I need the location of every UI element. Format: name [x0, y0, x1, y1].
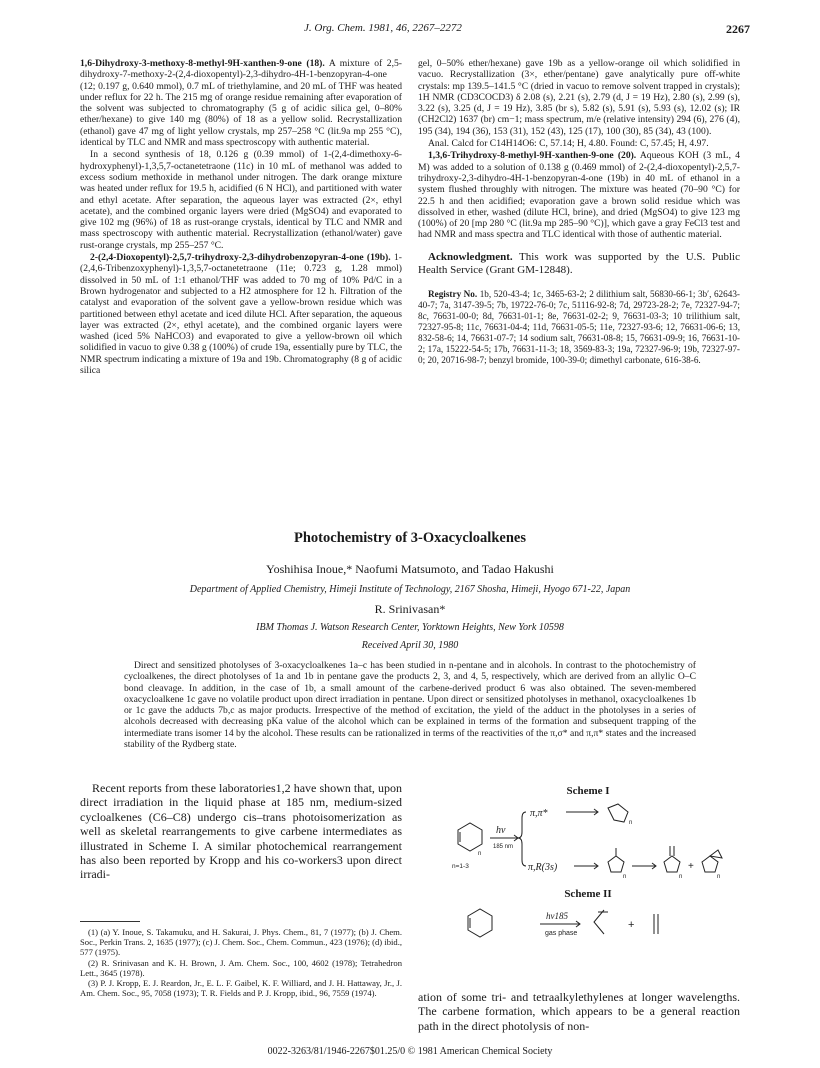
- compound-heading: 2-(2,4-Dioxopentyl)-2,5,7-trihydroxy-2,3-dihydrobenzopyran-4-one (19b).: [90, 252, 391, 264]
- ring-subscript: n: [629, 820, 633, 826]
- previous-article-right-column: [418, 58, 740, 366]
- affiliation: IBM Thomas J. Watson Research Center, Yorktown Heights, New York 10598: [256, 622, 564, 633]
- ring-subscript: n: [623, 874, 627, 880]
- received-date: Received April 30, 1980: [361, 640, 459, 651]
- ring-subscript: n: [478, 851, 482, 857]
- author-list: R. Srinivasan*: [374, 602, 446, 616]
- experimental-paragraph: [418, 58, 740, 137]
- compound-heading: 1,6-Dihydroxy-3-methoxy-8-methyl-9H-xanthen-9-one (18).: [80, 58, 325, 69]
- footnotes: [80, 927, 402, 998]
- registry-label: Registry No.: [428, 288, 478, 299]
- branch-brace: [518, 812, 526, 866]
- excited-state-label: π,π*: [530, 808, 548, 819]
- registry-text: 1b, 520-43-4; 1c, 3465-63-2; 2 dilithium salt, 56830-66-1; 3b′, 62643-40-7; 7a, 3147-39-5; 7b, 19722-76-0; 7c, 51116-92-8; 7d, 29723-28-2; 7e, 72327-94-7; 8c, 76631-00-0; 8d, 76631-01-1; 8e, 76631-02-2; 9, 76631-03-3; 10 trilithium salt, 72327-95-8; 11c, 76631-04-4; 11d, 76631-05-5; 11e, 72327-93-6; 12, 76631-06-6; 13, 832-58-6; 14, 76631-07-7; 14 sodium salt, 76631-08-8; 15, 76631-09-9; 16, 76631-10-2; 17a, 15222-54-5; 17b, 76631-11-3; 18, 3569-83-3; 19a, 72327-96-9; 19b, 72327-97-0; 20, 20716-98-7; benzyl bromide, 100-39-0; dimethyl carbonate, 616-38-6.: [418, 288, 740, 365]
- plus-sign: +: [628, 919, 635, 931]
- acknowledgment-label: Acknowledgment.: [428, 250, 513, 263]
- trans-cycloalkene: [608, 804, 628, 822]
- copyright-line: 0022-3263/81/1946-2267$01.25/0 © 1981 American Chemical Society: [267, 1046, 553, 1057]
- hv-label: hν: [496, 825, 506, 836]
- cyclohexene-ring: [468, 909, 492, 937]
- acknowledgment-text: This work was supported by the U.S. Public Health Service (Grant GM-12848).: [418, 250, 740, 276]
- footnote: (2) R. Srinivasan and K. H. Brown, J. Am. Chem. Soc., 100, 4602 (1978); Tetrahedron Lett., 3645 (1978).: [80, 957, 402, 978]
- paragraph-text: Anal. Calcd for C14H14O6: C, 57.14; H, 4.80. Found: C, 57.45; H, 4.97.: [428, 138, 709, 150]
- paragraph-text: gel, 0–50% ether/hexane) gave 19b as a yellow-orange oil which solidified in vacuo. Recrystallization (3×, ether/pentane) gave analytically pure off-white crystals: mp 139.5–141.5 °C (dried in vacuo to remove solvent trapped in crystals); 1H NMR (CD3COCD3) δ 2.08 (s), 2.21 (s), 2.79 (d, J = 19 Hz), 2.80 (s), 2.99 (s), 3.22 (s), 3.25 (d, J = 19 Hz), 3.85 (br s), 5.82 (s), 5.91 (s), 5.93 (s), 12.02 (s); IR (CH2Cl2) 1637 (br) cm−1; mass spectrum, m/e (relative intensity) 294 (6), 276 (4), 195 (34), 194 (36), 153 (31), 152 (43), 125 (17), 100 (30), 85 (34), 43 (100).: [418, 58, 740, 137]
- paragraph-text: 1-(2,4,6-Tribenzoxyphenyl)-1,3,5,7-octanetetraone (11e; 0.723 g, 1.28 mmol) dissolved in 50 mL of 1:1 ethanol/THF was added to 70 mg of 10% Pd/C in a Brown hydrogenator and subjected to a H2 atmosphere for 12 h. Filtration of the catalyst and evaporation of the solvent gave a yellow-brown residue which was partitioned between ethyl acetate and iced dilute HCl. After separation, the aqueous layer was extracted (2×, ethyl acetate), and the combined organic layers were washed (iced 5% NaHCO3) and evaporated to give a yellow-brown oil which solidified in vacuo to give 0.38 g (100%) of crude 19a, essentially pure by TLC, the NMR spectrum indicating a mixture of 19a and 19b. Chromatography (8 g of acidic silica: [80, 252, 402, 377]
- introduction-continued: ation of some tri- and tetraalkylethylenes at longer wavelengths. The carbene formation, which appears to be a general reaction path in the direct photolysis of non-: [418, 990, 740, 1033]
- page-number: 2267: [726, 22, 750, 36]
- experimental-paragraph: [80, 252, 402, 376]
- experimental-paragraph: [80, 58, 402, 148]
- ring-subscript: n: [717, 874, 721, 880]
- ring-size-label: n=1-3: [452, 863, 469, 870]
- hv-label: hν185: [546, 911, 568, 921]
- affiliation: Department of Applied Chemistry, Himeji Institute of Technology, 2167 Shosha, Himeji, Hyogo 671-22, Japan: [189, 584, 631, 595]
- journal-citation: J. Org. Chem. 1981, 46, 2267–2272: [304, 22, 462, 34]
- rydberg-state-label: π,R(3s): [528, 862, 558, 873]
- plus-sign: +: [688, 861, 694, 872]
- paragraph-text: Aqueous KOH (3 mL, 4 M) was added to a solution of 0.138 g (0.469 mmol) of 2-(2,4-dioxopentyl)-2,5,7-trihydroxy-2,3-dihydro-4H-1-benzopyran-4-one (19b) in 40 mL of ethanol in a system flushed throughly with nitrogen. The mixture was heated (70–90 °C) for 22.5 h and then acidified; evaporation gave a brown solid residue which was dissolved in ether, washed (dilute HCl, brine), and dried (MgSO4) to give 123 mg (100%) of 20 [mp 280 °C (lit.9a mp 285–90 °C)], which gave a gray FeCl3 test and had NMR and mass spectra and TLC identical with those of authentic material.: [418, 150, 740, 241]
- acknowledgment: [418, 251, 740, 277]
- author-list: Yoshihisa Inoue,* Naofumi Matsumoto, and Tadao Hakushi: [266, 562, 554, 576]
- abstract: Direct and sensitized photolyses of 3-oxacycloalkenes 1a–c has been studied in n-pentane and in alcohols. In contrast to the photochemistry of cycloalkenes, the direct photolyses of 1a and 1b in pentane gave the products 2, 3, and 4, 5, respectively, which are derived from an allylic O–C bond cleavage. In addition, in the case of 1b, a small amount of the carbene-derived product 6 was also obtained. The seven-membered oxacycloalkene 1c gave no volatile product upon direct irradiation in pentane. Upon direct or sensitized photolyses in methanol, oxacycloalkenes 1b or 1c gave the adducts 7b,c as major products. Irrespective of the method of excitation, the yield of the adduct in the photolyses in a series of alcohols decreased with decreasing pKa value of the alcohol which can be explained in terms of the formation and subsequent trapping of the intermediate trans isomer 14 by the alcohol. These results can be rationalized in terms of the reactivities of the π,σ* and π,π* states and the increased stability of the Rydberg state.: [124, 660, 696, 751]
- cyclopropane-ring: [710, 850, 722, 858]
- article-title: Photochemistry of 3-Oxacycloalkenes: [294, 530, 526, 546]
- ring-subscript: n: [679, 874, 683, 880]
- cycloalkene-ring: [458, 823, 482, 851]
- scheme-2-label: Scheme II: [564, 888, 612, 900]
- footnote: (1) (a) Y. Inoue, S. Takamuku, and H. Sakurai, J. Phys. Chem., 81, 7 (1977); (b) J. Chem. Soc., Perkin Trans. 2, 1635 (1977); (c) J. Chem. Soc., Chem. Commun., 423 (1976); (d) ibid., 577 (1975).: [80, 927, 402, 958]
- scheme-2-diagram: [448, 902, 708, 948]
- paragraph-text: A mixture of 2,5-dihydroxy-7-methoxy-2-(2,4-dioxopentyl)-2,3-dihydro-4H-1-benzopyran-4-one (12; 0.197 g, 0.640 mmol), 0.7 mL of triethylamine, and 20 mL of THF was heated under reflux for 22 h. The 215 mg of orange residue remaining after evaporation of the solvent was subjected to chromatography (5 g of acidic silica gel, 0–80% ether/hexane) to give 140 mg (80%) of 18 as a yellow solid. Recrystallization (ethanol) gave 47 mg of light yellow crystals, mp 257–258 °C (lit.9a mp 255 °C), identical by TLC and NMR and mass spectroscopy with authentic material.: [80, 58, 402, 149]
- butadiene-fragment: [594, 910, 604, 934]
- scheme-1-label: Scheme I: [566, 785, 610, 797]
- analysis-paragraph: [418, 138, 740, 149]
- experimental-paragraph: [418, 150, 740, 240]
- previous-article-left-column: [80, 58, 402, 376]
- scheme-1-diagram: [448, 800, 738, 886]
- paragraph-text: In a second synthesis of 18, 0.126 g (0.39 mmol) of 1-(2,4-dimethoxy-6-hydroxyphenyl)-1,3,5,7-octanetetraone (11c) in 10 mL of methanol was added to excess sodium methoxide in methanol under nitrogen. The dark orange mixture was heated under reflux for 19.5 h, acidified (6 N HCl), and partitioned with water and ethyl acetate. After separation, the aqueous layer was extracted (2×, ethyl acetate), and the combined organic layers were dried (MgSO4) and evaporated to give 102 mg (96%) of 18 as rust-orange crystals, identical by TLC and NMR and mass spectroscopy with authentic material. Recrystallization (ethanol/water) gave rust-orange crystals, mp 255–257 °C.: [80, 149, 402, 251]
- running-head: [92, 22, 750, 36]
- registry-numbers: [418, 289, 740, 366]
- carbene-ring: [608, 856, 624, 872]
- footnote-divider: [80, 921, 140, 922]
- methylene-ring: [664, 856, 680, 872]
- introduction-paragraph: Recent reports from these laboratories1,2 have shown that, upon direct irradiation in the liquid phase at 185 nm, medium-sized cycloalkenes (C6–C8) undergo cis–trans photoisomerization as well as skeletal rearrangements to give carbene intermediates as illustrated in Scheme I. A similar photochemical rearrangement has also been reported by Kropp and his co-workers3 upon direct irradi-: [80, 781, 402, 882]
- experimental-paragraph: [80, 149, 402, 251]
- footnote: (3) P. J. Kropp, E. J. Reardon, Jr., E. L. F. Gaibel, K. F. Williard, and J. H. Hattaway, Jr., J. Am. Chem. Soc., 95, 7058 (1973); T. R. Fields and P. J. Kropp, ibid., 96, 7559 (1974).: [80, 978, 402, 999]
- compound-heading: 1,3,6-Trihydroxy-8-methyl-9H-xanthen-9-one (20).: [428, 150, 637, 162]
- wavelength-label: 185 nm: [493, 844, 514, 850]
- bicyclic-ring: [702, 856, 718, 872]
- phase-label: gas phase: [545, 930, 578, 937]
